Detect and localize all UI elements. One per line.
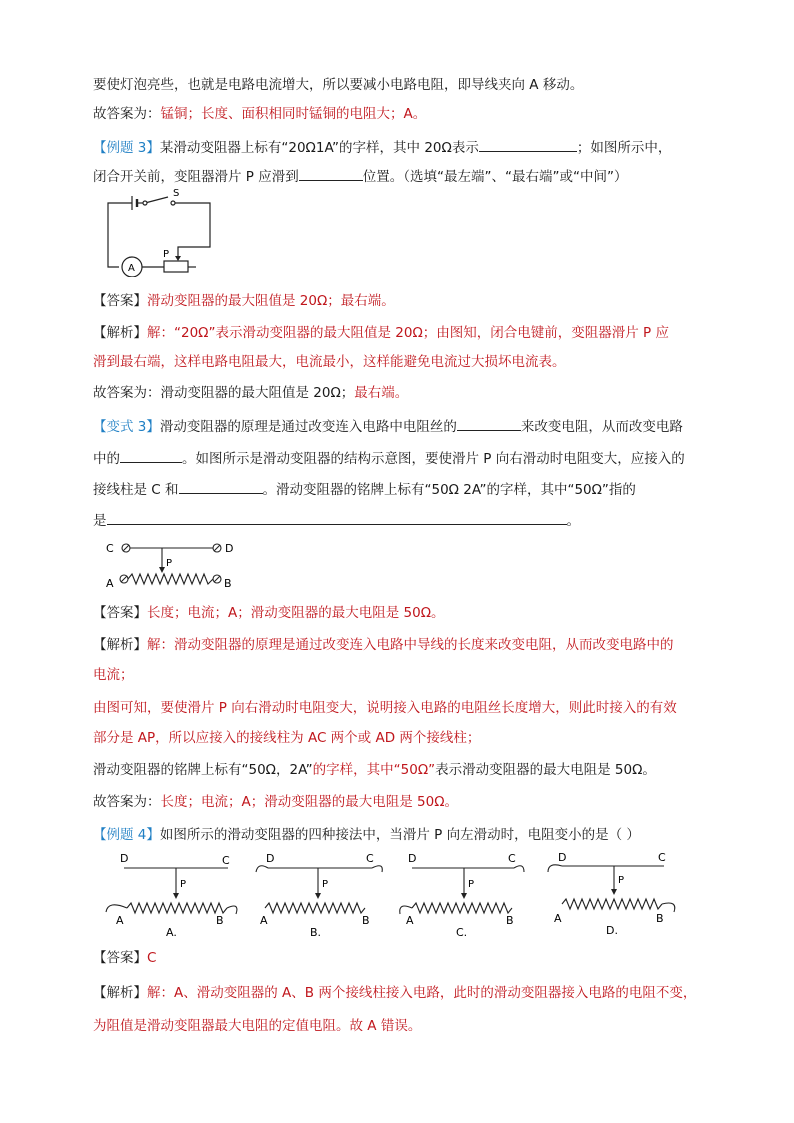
question-text: ；如图所示中， [576, 140, 672, 156]
analysis-line: 电流； [93, 667, 134, 683]
example-3-question [93, 137, 671, 158]
analysis-line [93, 983, 696, 1003]
terminal-c-label: C [106, 542, 114, 555]
answer-label: 【答案】 [93, 605, 147, 621]
circuit-diagram [100, 185, 220, 277]
option-caption: A. [166, 926, 177, 938]
rheostat-structure-diagram [104, 536, 244, 592]
option-d-figure [548, 851, 675, 937]
answer-text: 最右端。 [354, 385, 409, 401]
analysis-line: 由图可知，要使滑片 P 向右滑动时电阻变大，说明接入电路的电阻丝长度增大，则此时接入的有效 [93, 700, 677, 716]
question-text: 某滑动变阻器上标有“20Ω1A”的字样，其中 20Ω表示 [159, 140, 479, 156]
analysis-text: 滑动变阻器的铭牌上标有“50Ω，2A” [93, 762, 313, 778]
rheostat-body [164, 261, 188, 272]
text-line: 要使灯泡亮些，也就是电路电流增大，所以要减小电路电阻，即导线夹向 A 移动。 [93, 77, 584, 93]
blank [120, 448, 182, 463]
analysis-text: 表示滑动变阻器的最大电阻是 50Ω。 [435, 762, 656, 778]
terminal-a-label: A [406, 914, 414, 927]
question-text: 。滑动变阻器的铭牌上标有“50Ω 2A”的字样，其中“50Ω”指的 [262, 482, 636, 498]
answer-line [93, 291, 395, 311]
blank [179, 479, 263, 494]
example-tag: 【例题 4】 [93, 827, 160, 843]
question-text: 位置。（选填“最左端”、“最右端”或“中间”） [362, 169, 628, 185]
question-text: 闭合开关前，变阻器滑片 P 应滑到 [93, 169, 299, 185]
analysis-line: 部分是 AP，所以应接入的接线柱为 AC 两个或 AD 两个接线柱； [93, 730, 481, 746]
analysis-text: 解：滑动变阻器的原理是通过改变连入电路中导线的长度来改变电阻，从而改变电路中的 [147, 637, 674, 653]
answer-text: 滑动变阻器的最大阻值是 20Ω； [160, 385, 355, 401]
switch-lever [145, 197, 168, 203]
blank [107, 510, 567, 525]
question-text: 来改变电阻，从而改变电路 [520, 419, 683, 435]
question-text: 。 [566, 513, 580, 529]
variant-3-question-3 [93, 479, 636, 500]
option-caption: C. [456, 926, 468, 938]
slider-label: P [166, 558, 173, 569]
terminal-b-label: B [506, 914, 514, 927]
ammeter-label: A [128, 263, 135, 274]
terminal-a-label: A [106, 577, 114, 590]
blank [299, 166, 363, 181]
answer-line [93, 948, 156, 968]
terminal-b-label: B [656, 912, 664, 925]
option-caption: B. [310, 926, 322, 938]
terminal-d-label: D [558, 851, 567, 864]
terminal-a-label: A [116, 914, 124, 927]
option-a-figure [106, 852, 237, 938]
slider-label: P [468, 879, 475, 890]
answer-text: C [147, 950, 157, 966]
answer-text: 长度；电流；A；滑动变阻器的最大电阻是 50Ω。 [160, 794, 459, 810]
terminal-d-label: D [266, 852, 275, 865]
slider-label: P [163, 249, 170, 260]
rheostat-options-diagram [100, 850, 700, 938]
option-b-figure [256, 852, 382, 938]
terminal-a-label: A [554, 912, 562, 925]
variant-3-question [93, 416, 683, 437]
slider-label: P [180, 879, 187, 890]
question-text: 是 [93, 513, 107, 529]
terminal-b-label: B [362, 914, 370, 927]
terminal-d-label: D [120, 852, 129, 865]
terminal-b-label: B [216, 914, 224, 927]
switch-label: S [173, 188, 180, 199]
terminal-d-label: D [408, 852, 417, 865]
answer-prefix: 故答案为： [93, 794, 161, 810]
answer-text: 滑动变阻器的最大阻值是 20Ω；最右端。 [147, 293, 395, 309]
option-caption: D. [606, 924, 618, 937]
answer-label: 【答案】 [93, 950, 147, 966]
question-text: 中的 [93, 451, 120, 467]
analysis-label: 【解析】 [93, 325, 147, 341]
terminal-c-label: C [508, 852, 516, 865]
slider-arrow [175, 256, 181, 261]
terminal-c-label: C [222, 854, 230, 867]
blank [479, 137, 577, 152]
analysis-line [93, 635, 674, 655]
answer-text: 长度；电流；A；滑动变阻器的最大电阻是 50Ω。 [147, 605, 445, 621]
terminal-c-label: C [366, 852, 374, 865]
analysis-line: 为阻值是滑动变阻器最大电阻的定值电阻。故 A 错误。 [93, 1018, 422, 1034]
question-text: 接线柱是 C 和 [93, 482, 179, 498]
slider-label: P [618, 875, 625, 886]
answer-prefix: 故答案为： [93, 385, 161, 401]
answer-prefix: 故答案为： [93, 106, 161, 122]
analysis-line: 滑到最右端，这样电路电阻最大，电流最小，这样能避免电流过大损坏电流表。 [93, 354, 566, 370]
terminal-c-label: C [658, 851, 666, 864]
variant-3-question-4 [93, 510, 580, 531]
example-4-question [93, 825, 640, 845]
example-3-question-2 [93, 166, 627, 187]
terminal-d-label: D [225, 542, 234, 555]
option-c-figure [400, 852, 524, 938]
answer-line [93, 104, 426, 124]
answer-text: 锰铜；长度、面积相同时锰铜的电阻大；A。 [160, 106, 427, 122]
final-answer-line [93, 383, 408, 403]
variant-tag: 【变式 3】 [93, 419, 160, 435]
analysis-text: 的字样，其中“50Ω” [312, 762, 436, 778]
example-tag: 【例题 3】 [93, 140, 160, 156]
question-text: 滑动变阻器的原理是通过改变连入电路中电阻丝的 [159, 419, 457, 435]
blank [457, 416, 521, 431]
answer-line [93, 603, 445, 623]
slider-label: P [322, 879, 329, 890]
answer-label: 【答案】 [93, 293, 147, 309]
terminal-a-label: A [260, 914, 268, 927]
final-answer-line [93, 792, 458, 812]
analysis-line [93, 323, 669, 343]
analysis-label: 【解析】 [93, 637, 147, 653]
analysis-text: 解：A、滑动变阻器的 A、B 两个接线柱接入电路，此时的滑动变阻器接入电路的电阻不变， [147, 985, 697, 1001]
terminal-b-label: B [224, 577, 232, 590]
analysis-line [93, 760, 656, 780]
question-text: 如图所示的滑动变阻器的四种接法中，当滑片 P 向左滑动时，电阻变小的是（ ） [159, 827, 640, 843]
question-text: 。如图所示是滑动变阻器的结构示意图，要使滑片 P 向右滑动时电阻变大，应接入的 [182, 451, 685, 467]
variant-3-question-2 [93, 448, 685, 469]
analysis-text: 解：“20Ω”表示滑动变阻器的最大阻值是 20Ω；由图知，闭合电键前，变阻器滑片 P 应 [147, 325, 669, 341]
analysis-label: 【解析】 [93, 985, 147, 1001]
